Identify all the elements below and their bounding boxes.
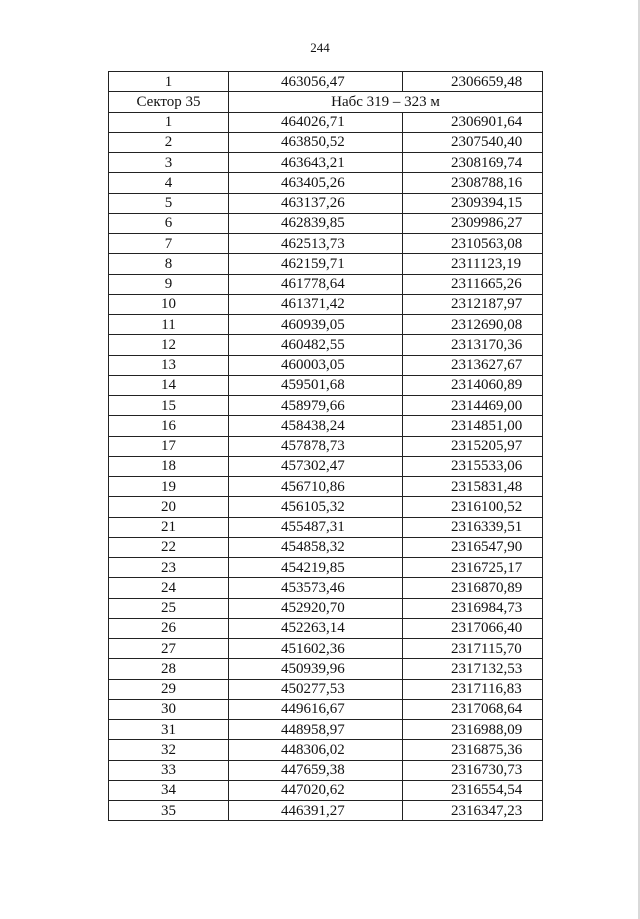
y-coordinate: 2316870,89 xyxy=(403,578,543,598)
point-number: 6 xyxy=(109,213,229,233)
page-number: 244 xyxy=(310,40,330,55)
y-coordinate: 2316347,23 xyxy=(403,801,543,821)
point-number: 11 xyxy=(109,315,229,335)
x-coordinate: 447659,38 xyxy=(229,760,403,780)
table-row xyxy=(109,274,543,294)
table-row xyxy=(109,639,543,659)
point-number: 1 xyxy=(109,112,229,132)
table-row xyxy=(109,720,543,740)
x-coordinate: 458438,24 xyxy=(229,416,403,436)
point-number: 24 xyxy=(109,578,229,598)
table-row xyxy=(109,112,543,132)
y-coordinate: 2316554,54 xyxy=(403,780,543,800)
x-coordinate: 448306,02 xyxy=(229,740,403,760)
table-row xyxy=(109,679,543,699)
y-coordinate: 2312187,97 xyxy=(403,294,543,314)
point-number: 29 xyxy=(109,679,229,699)
table-row xyxy=(109,659,543,679)
table-row xyxy=(109,801,543,821)
point-number: 17 xyxy=(109,436,229,456)
y-coordinate: 2316100,52 xyxy=(403,497,543,517)
point-number: 2 xyxy=(109,132,229,152)
y-coordinate: 2307540,40 xyxy=(403,132,543,152)
y-coordinate: 2314851,00 xyxy=(403,416,543,436)
y-coordinate: 2311665,26 xyxy=(403,274,543,294)
x-coordinate: 450277,53 xyxy=(229,679,403,699)
x-coordinate: 463056,47 xyxy=(229,72,403,92)
table-row xyxy=(109,335,543,355)
y-coordinate: 2316984,73 xyxy=(403,598,543,618)
y-coordinate: 2316988,09 xyxy=(403,720,543,740)
table-row xyxy=(109,477,543,497)
point-number: 19 xyxy=(109,477,229,497)
y-coordinate: 2313170,36 xyxy=(403,335,543,355)
table-row xyxy=(109,436,543,456)
x-coordinate: 449616,67 xyxy=(229,699,403,719)
table-row xyxy=(109,537,543,557)
x-coordinate: 454219,85 xyxy=(229,558,403,578)
point-number: 7 xyxy=(109,234,229,254)
x-coordinate: 458979,66 xyxy=(229,396,403,416)
x-coordinate: 457302,47 xyxy=(229,456,403,476)
table-row xyxy=(109,254,543,274)
x-coordinate: 451602,36 xyxy=(229,639,403,659)
x-coordinate: 455487,31 xyxy=(229,517,403,537)
point-number: 34 xyxy=(109,780,229,800)
table-row xyxy=(109,132,543,152)
x-coordinate: 462159,71 xyxy=(229,254,403,274)
x-coordinate: 460003,05 xyxy=(229,355,403,375)
point-number: 30 xyxy=(109,699,229,719)
table-row xyxy=(109,153,543,173)
y-coordinate: 2316339,51 xyxy=(403,517,543,537)
point-number: 26 xyxy=(109,618,229,638)
y-coordinate: 2313627,67 xyxy=(403,355,543,375)
point-number: 13 xyxy=(109,355,229,375)
table-row xyxy=(109,193,543,213)
y-coordinate: 2311123,19 xyxy=(403,254,543,274)
y-coordinate: 2306901,64 xyxy=(403,112,543,132)
point-number: 31 xyxy=(109,720,229,740)
x-coordinate: 457878,73 xyxy=(229,436,403,456)
x-coordinate: 454858,32 xyxy=(229,537,403,557)
y-coordinate: 2315205,97 xyxy=(403,436,543,456)
x-coordinate: 452263,14 xyxy=(229,618,403,638)
x-coordinate: 453573,46 xyxy=(229,578,403,598)
y-coordinate: 2310563,08 xyxy=(403,234,543,254)
coordinates-table xyxy=(108,71,543,821)
point-number: 8 xyxy=(109,254,229,274)
x-coordinate: 452920,70 xyxy=(229,598,403,618)
y-coordinate: 2315533,06 xyxy=(403,456,543,476)
point-number: 21 xyxy=(109,517,229,537)
y-coordinate: 2315831,48 xyxy=(403,477,543,497)
point-number: 25 xyxy=(109,598,229,618)
y-coordinate: 2309986,27 xyxy=(403,213,543,233)
sector-header-row xyxy=(109,92,543,112)
table-row xyxy=(109,213,543,233)
point-number: 5 xyxy=(109,193,229,213)
y-coordinate: 2306659,48 xyxy=(403,72,543,92)
table-row xyxy=(109,315,543,335)
y-coordinate: 2317116,83 xyxy=(403,679,543,699)
x-coordinate: 462839,85 xyxy=(229,213,403,233)
table-row xyxy=(109,234,543,254)
y-coordinate: 2317115,70 xyxy=(403,639,543,659)
table-row xyxy=(109,355,543,375)
x-coordinate: 462513,73 xyxy=(229,234,403,254)
x-coordinate: 461778,64 xyxy=(229,274,403,294)
point-number: 16 xyxy=(109,416,229,436)
y-coordinate: 2316547,90 xyxy=(403,537,543,557)
x-coordinate: 446391,27 xyxy=(229,801,403,821)
point-number: 35 xyxy=(109,801,229,821)
sector-label: Сектор 35 xyxy=(109,92,229,112)
y-coordinate: 2308169,74 xyxy=(403,153,543,173)
table-row xyxy=(109,760,543,780)
point-number: 27 xyxy=(109,639,229,659)
y-coordinate: 2316875,36 xyxy=(403,740,543,760)
y-coordinate: 2317132,53 xyxy=(403,659,543,679)
x-coordinate: 461371,42 xyxy=(229,294,403,314)
table-row xyxy=(109,416,543,436)
x-coordinate: 464026,71 xyxy=(229,112,403,132)
y-coordinate: 2314469,00 xyxy=(403,396,543,416)
y-coordinate: 2317068,64 xyxy=(403,699,543,719)
point-number: 9 xyxy=(109,274,229,294)
x-coordinate: 463405,26 xyxy=(229,173,403,193)
x-coordinate: 463137,26 xyxy=(229,193,403,213)
table-row xyxy=(109,456,543,476)
point-number: 3 xyxy=(109,153,229,173)
y-coordinate: 2309394,15 xyxy=(403,193,543,213)
x-coordinate: 456710,86 xyxy=(229,477,403,497)
y-coordinate: 2312690,08 xyxy=(403,315,543,335)
sector-height-label: Набс 319 – 323 м xyxy=(229,92,543,112)
point-number: 14 xyxy=(109,375,229,395)
y-coordinate: 2308788,16 xyxy=(403,173,543,193)
x-coordinate: 448958,97 xyxy=(229,720,403,740)
x-coordinate: 460482,55 xyxy=(229,335,403,355)
table-row xyxy=(109,618,543,638)
point-number: 33 xyxy=(109,760,229,780)
x-coordinate: 456105,32 xyxy=(229,497,403,517)
x-coordinate: 460939,05 xyxy=(229,315,403,335)
point-number: 32 xyxy=(109,740,229,760)
table-row xyxy=(109,578,543,598)
x-coordinate: 450939,96 xyxy=(229,659,403,679)
x-coordinate: 447020,62 xyxy=(229,780,403,800)
table-row xyxy=(109,517,543,537)
table-row xyxy=(109,396,543,416)
point-number: 22 xyxy=(109,537,229,557)
table-row xyxy=(109,72,543,92)
point-number: 10 xyxy=(109,294,229,314)
table-row xyxy=(109,780,543,800)
point-number: 20 xyxy=(109,497,229,517)
table-row xyxy=(109,598,543,618)
point-number: 28 xyxy=(109,659,229,679)
table-row xyxy=(109,558,543,578)
point-number: 23 xyxy=(109,558,229,578)
point-number: 1 xyxy=(109,72,229,92)
table-row xyxy=(109,497,543,517)
table-row xyxy=(109,294,543,314)
y-coordinate: 2314060,89 xyxy=(403,375,543,395)
point-number: 4 xyxy=(109,173,229,193)
x-coordinate: 459501,68 xyxy=(229,375,403,395)
x-coordinate: 463850,52 xyxy=(229,132,403,152)
y-coordinate: 2316730,73 xyxy=(403,760,543,780)
point-number: 12 xyxy=(109,335,229,355)
table-row xyxy=(109,173,543,193)
table-row xyxy=(109,375,543,395)
y-coordinate: 2316725,17 xyxy=(403,558,543,578)
x-coordinate: 463643,21 xyxy=(229,153,403,173)
point-number: 18 xyxy=(109,456,229,476)
table-row xyxy=(109,699,543,719)
table-row xyxy=(109,740,543,760)
coordinates-table-body xyxy=(109,72,543,821)
y-coordinate: 2317066,40 xyxy=(403,618,543,638)
point-number: 15 xyxy=(109,396,229,416)
